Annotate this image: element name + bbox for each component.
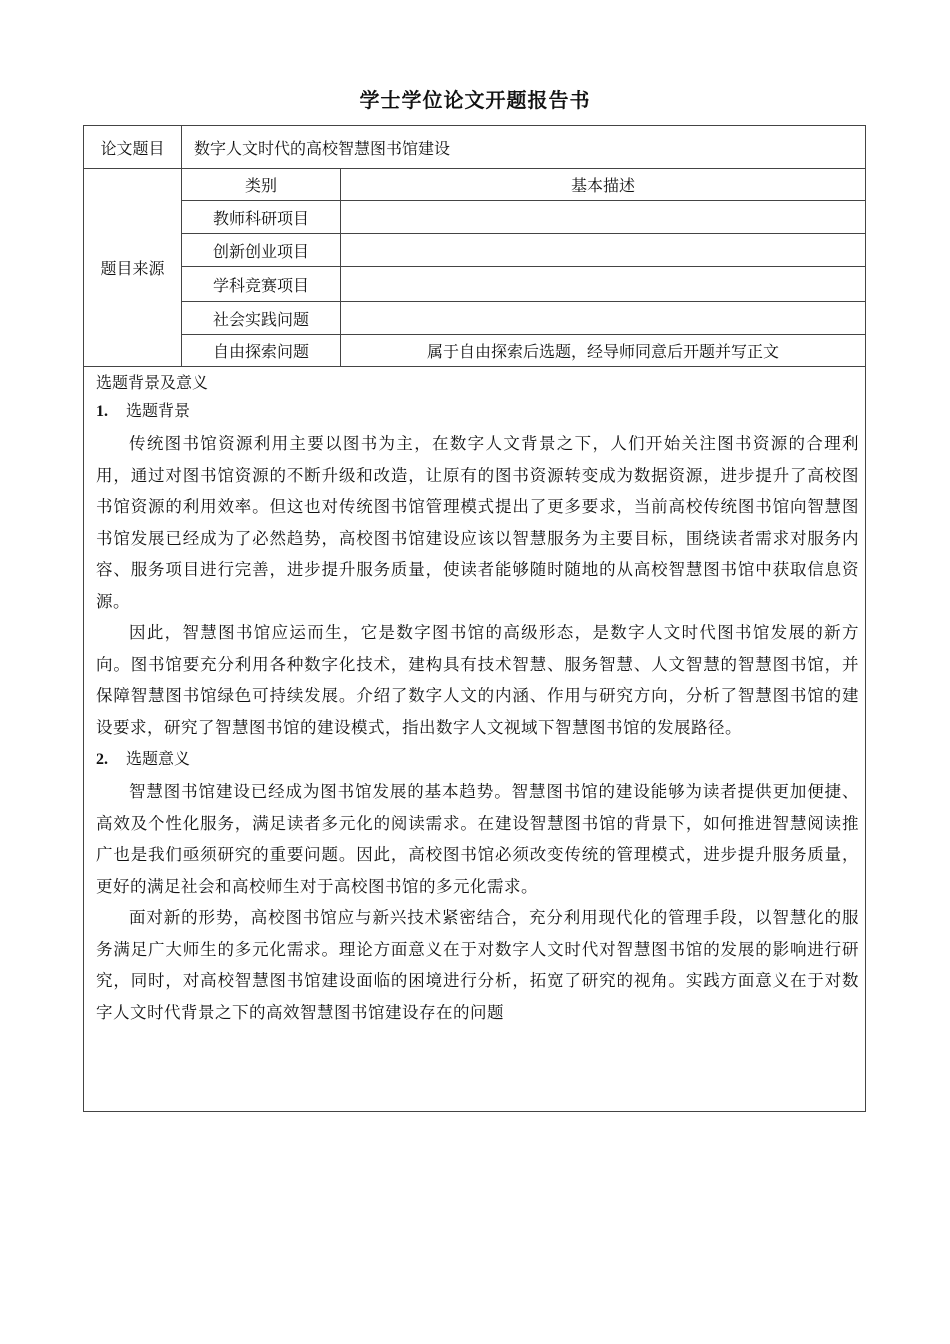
subsection-title: 选题意义 (126, 749, 191, 768)
thesis-title-value: 数字人文时代的高校智慧图书馆建设 (194, 138, 451, 158)
subsection-heading (96, 401, 859, 422)
paragraph: 因此，智慧图书馆应运而生，它是数字图书馆的高级形态，是数字人文时代图书馆发展的新方向。图书馆要充分利用各种数字化技术，建构具有技术智慧、服务智慧、人文智慧的智慧图书馆，并保障智慧图书馆绿色可持续发展。介绍了数字人文的内涵、作用与研究方向，分析了智慧图书馆的建设要求，研究了智慧图书馆的建设模式，指出数字人文视域下智慧图书馆的发展路径。 (96, 623, 859, 737)
topic-source-block (84, 169, 865, 367)
topic-source-header-row (182, 169, 865, 201)
thesis-title-label: 论文题目 (84, 126, 182, 168)
paragraph: 智慧图书馆建设已经成为图书馆发展的基本趋势。智慧图书馆的建设能够为读者提供更加便捷、高效及个性化服务，满足读者多元化的阅读需求。在建设智慧图书馆的背景下，如何推进智慧阅读推广也是我们亟须研究的重要问题。因此，高校图书馆必须改变传统的管理模式，进步提升服务质量，更好的满足社会和高校师生对于高校图书馆的多元化需求。 (96, 782, 859, 896)
proposal-form (83, 125, 866, 1112)
subsection-heading (96, 749, 859, 770)
topic-source-label: 题目来源 (84, 169, 182, 366)
document-title: 学士学位论文开题报告书 (359, 88, 591, 112)
category-cell: 自由探索问题 (182, 335, 341, 366)
topic-source-row (182, 267, 865, 302)
description-cell (341, 234, 865, 266)
paragraph: 面对新的形势，高校图书馆应与新兴技术紧密结合，充分利用现代化的管理手段，以智慧化的服务满足广大师生的多元化需求。理论方面意义在于对数字人文时代对智慧图书馆的发展的影响进行研究，同时，对高校智慧图书馆建设面临的困境进行分析，拓宽了研究的视角。实践方面意义在于对数字人文时代背景之下的高效智慧图书馆建设存在的问题 (96, 908, 859, 1022)
subsection-number: 1. (96, 403, 108, 420)
category-cell: 教师科研项目 (182, 201, 341, 233)
description-header: 基本描述 (570, 176, 635, 195)
topic-source-table (182, 169, 865, 366)
subsection-number: 2. (96, 751, 108, 768)
category-header: 类别 (182, 169, 341, 200)
category-cell: 学科竞赛项目 (182, 267, 341, 301)
thesis-title-row (84, 126, 865, 169)
description-cell (341, 201, 865, 233)
background-section (84, 367, 865, 1111)
paragraph: 传统图书馆资源利用主要以图书为主，在数字人文背景之下，人们开始关注图书资源的合理利用，通过对图书馆资源的不断升级和改造，让原有的图书资源转变成为数据资源，进步提升了高校图书馆资源的利用效率。但这也对传统图书馆管理模式提出了更多要求，当前高校传统图书馆向智慧图书馆发展已经成为了必然趋势，高校图书馆建设应该以智慧服务为主要目标，围绕读者需求对服务内容、服务项目进行完善，进步提升服务质量，使读者能够随时随地的从高校智慧图书馆中获取信息资源。 (96, 434, 859, 611)
background-heading: 选题背景及意义 (96, 373, 209, 392)
category-cell: 社会实践问题 (182, 302, 341, 334)
subsection-title: 选题背景 (126, 401, 191, 420)
topic-source-row (182, 335, 865, 366)
topic-source-row (182, 302, 865, 335)
category-cell: 创新创业项目 (182, 234, 341, 266)
topic-source-row (182, 234, 865, 267)
description-cell: 属于自由探索后选题，经导师同意后开题并写正文 (426, 342, 779, 361)
topic-source-row (182, 201, 865, 234)
description-cell (341, 267, 865, 301)
description-cell (341, 302, 865, 334)
